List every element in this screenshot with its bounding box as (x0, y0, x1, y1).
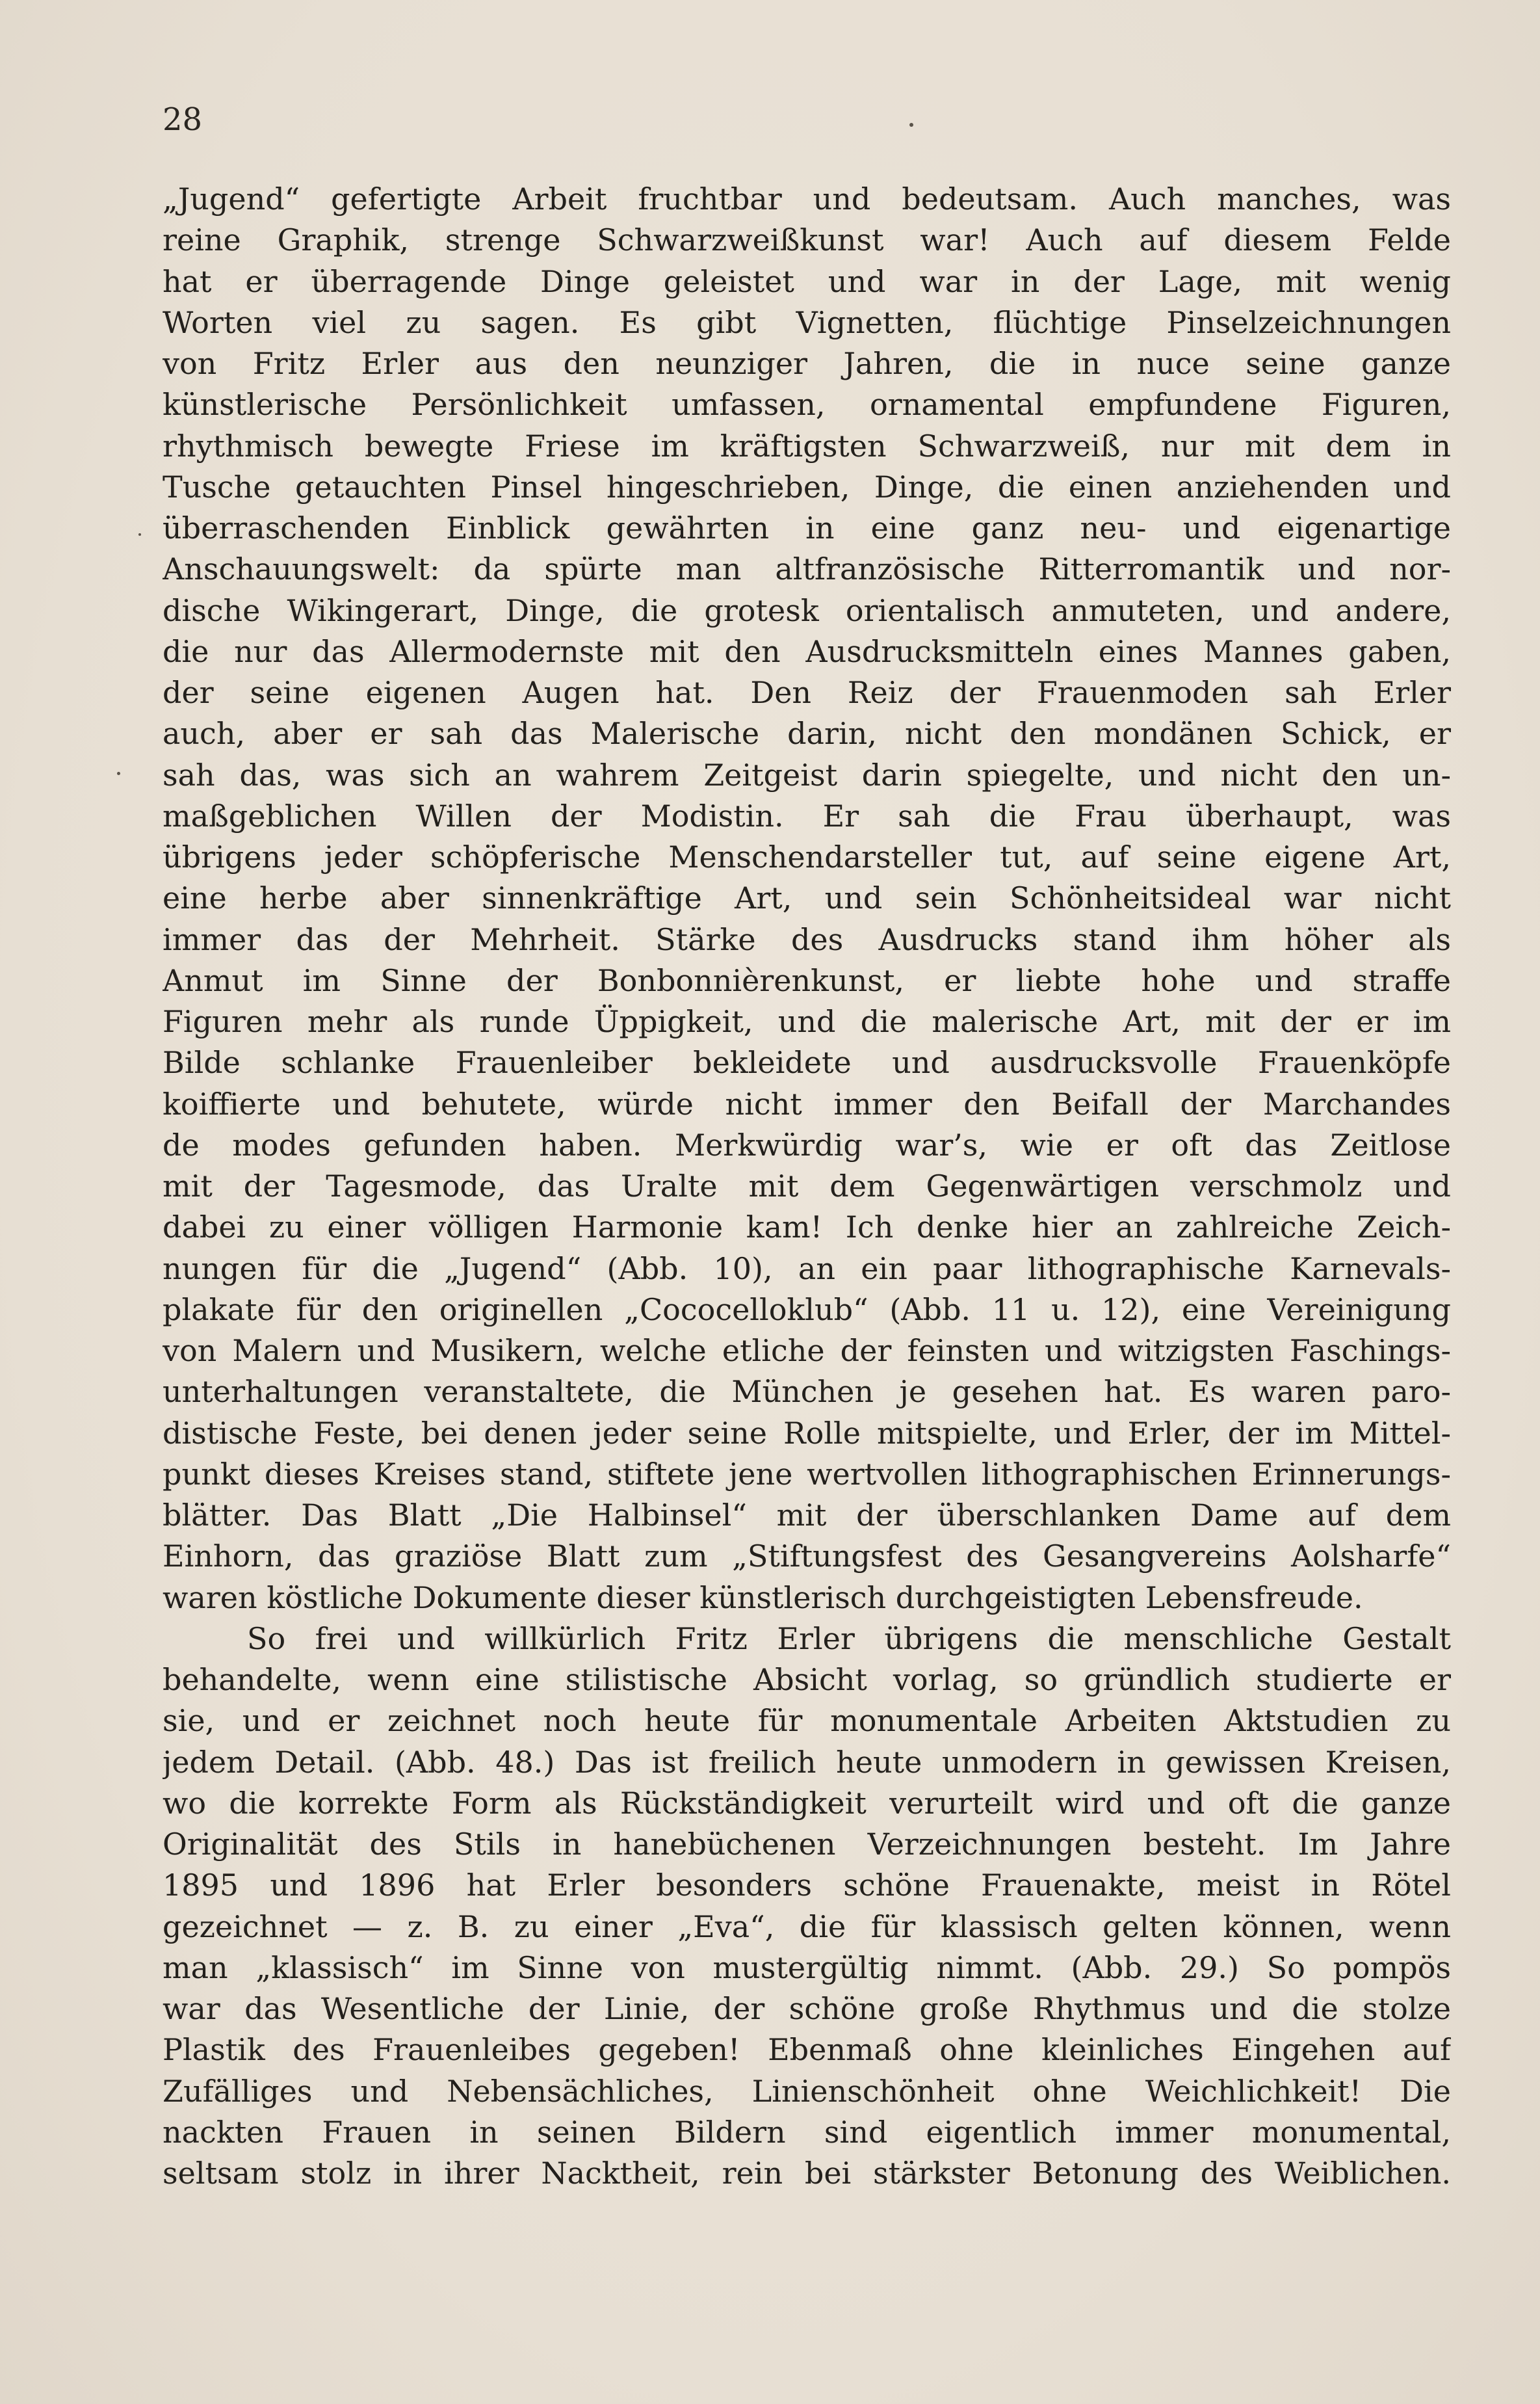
text-line: rhythmisch bewegte Friese im kräftigsten Schwarzweiß, nur mit dem in (163, 428, 1451, 464)
text-line: Einhorn, das graziöse Blatt zum „Stiftungsfest des Gesangvereins Aolsharfe“ (163, 1539, 1451, 1574)
text-line: koiffierte und behutete, würde nicht immer den Beifall der Marchandes (163, 1086, 1451, 1122)
page-number: 28 (163, 101, 203, 138)
text-line: punkt dieses Kreises stand, stiftete jene wertvollen lithographischen Erinnerungs- (163, 1456, 1451, 1492)
print-speck (909, 123, 913, 127)
text-line: unterhaltungen veranstaltete, die München je gesehen hat. Es waren paro- (163, 1374, 1451, 1410)
text-line: Bilde schlanke Frauenleiber bekleidete und ausdrucksvolle Frauenköpfe (163, 1045, 1451, 1081)
text-line: Anmut im Sinne der Bonbonnièrenkunst, er liebte hohe und straffe (163, 962, 1451, 998)
text-line: Anschauungswelt: da spürte man altfranzösische Ritterromantik und nor- (163, 551, 1451, 587)
text-line: Originalität des Stils in hanebüchenen Verzeichnungen besteht. Im Jahre (163, 1827, 1451, 1862)
text-line: übrigens jeder schöpferische Menschendarsteller tut, auf seine eigene Art, (163, 839, 1451, 875)
text-line: überraschenden Einblick gewährten in eine ganz neu- und eigenartige (163, 510, 1451, 546)
text-line: von Fritz Erler aus den neunziger Jahren, die in nuce seine ganze (163, 346, 1451, 381)
text-line: gezeichnet — z. B. zu einer „Eva“, die für klassisch gelten können, wenn (163, 1909, 1451, 1944)
text-line: jedem Detail. (Abb. 48.) Das ist freilich heute unmodern in gewissen Kreisen, (163, 1744, 1451, 1780)
text-line: wo die korrekte Form als Rückständigkeit verurteilt wird und oft die ganze (163, 1785, 1451, 1821)
text-line: reine Graphik, strenge Schwarzweißkunst war! Auch auf diesem Felde (163, 222, 1451, 258)
text-line: mit der Tagesmode, das Uralte mit dem Gegenwärtigen verschmolz und (163, 1169, 1451, 1204)
text-line: Plastik des Frauenleibes gegeben! Ebenmaß ohne kleinliches Eingehen auf (163, 2032, 1451, 2068)
paragraph (163, 1618, 1451, 2195)
text-line: war das Wesentliche der Linie, der schöne große Rhythmus und die stolze (163, 1991, 1451, 2026)
paragraph (163, 179, 1451, 1618)
text-line: dische Wikingerart, Dinge, die grotesk orientalisch anmuteten, und andere, (163, 592, 1451, 628)
text-line: nackten Frauen in seinen Bildern sind eigentlich immer monumental, (163, 2114, 1451, 2150)
text-line: plakate für den originellen „Cococelloklub“ (Abb. 11 u. 12), eine Vereinigung (163, 1291, 1451, 1327)
text-line: eine herbe aber sinnenkräftige Art, und sein Schönheitsideal war nicht (163, 880, 1451, 916)
text-line: auch, aber er sah das Malerische darin, nicht den mondänen Schick, er (163, 716, 1451, 752)
text-line: nungen für die „Jugend“ (Abb. 10), an ein paar lithographische Karnevals- (163, 1250, 1451, 1286)
text-line: die nur das Allermodernste mit den Ausdrucksmitteln eines Mannes gaben, (163, 633, 1451, 669)
text-line: hat er überragende Dinge geleistet und war in der Lage, mit wenig (163, 263, 1451, 299)
text-line: distische Feste, bei denen jeder seine Rolle mitspielte, und Erler, der im Mittel- (163, 1415, 1451, 1451)
text-line: sah das, was sich an wahrem Zeitgeist darin spiegelte, und nicht den un- (163, 757, 1451, 793)
text-line: maßgeblichen Willen der Modistin. Er sah die Frau überhaupt, was (163, 798, 1451, 834)
print-speck (138, 533, 141, 536)
text-line: seltsam stolz in ihrer Nacktheit, rein bei stärkster Betonung des Weiblichen. (163, 2156, 1451, 2191)
text-line: Worten viel zu sagen. Es gibt Vignetten, flüchtige Pinselzeichnungen (163, 304, 1451, 340)
text-line: Tusche getauchten Pinsel hingeschrieben, Dinge, die einen anziehenden und (163, 469, 1451, 505)
text-line: behandelte, wenn eine stilistische Absicht vorlag, so gründlich studierte er (163, 1662, 1451, 1697)
text-line: Figuren mehr als runde Üppigkeit, und die malerische Art, mit der er im (163, 1004, 1451, 1039)
text-line: immer das der Mehrheit. Stärke des Ausdrucks stand ihm höher als (163, 921, 1451, 957)
text-line: man „klassisch“ im Sinne von mustergültig nimmt. (Abb. 29.) So pompös (163, 1949, 1451, 1985)
print-speck (117, 772, 120, 775)
body-text (163, 179, 1451, 2194)
text-line: Zufälliges und Nebensächliches, Linienschönheit ohne Weichlichkeit! Die (163, 2073, 1451, 2109)
text-line: 1895 und 1896 hat Erler besonders schöne Frauenakte, meist in Rötel (163, 1868, 1451, 1903)
text-line: de modes gefunden haben. Merkwürdig war’s, wie er oft das Zeitlose (163, 1127, 1451, 1163)
text-line: blätter. Das Blatt „Die Halbinsel“ mit der überschlanken Dame auf dem (163, 1498, 1451, 1533)
text-line: So frei und willkürlich Fritz Erler übrigens die menschliche Gestalt (247, 1620, 1451, 1656)
text-line: dabei zu einer völligen Harmonie kam! Ich denke hier an zahlreiche Zeich- (163, 1209, 1451, 1245)
text-line: der seine eigenen Augen hat. Den Reiz der Frauenmoden sah Erler (163, 675, 1451, 710)
text-line: sie, und er zeichnet noch heute für monumentale Arbeiten Aktstudien zu (163, 1703, 1451, 1739)
text-line: „Jugend“ gefertigte Arbeit fruchtbar und bedeutsam. Auch manches, was (163, 181, 1451, 217)
text-line: von Malern und Musikern, welche etliche der feinsten und witzigsten Faschings- (163, 1333, 1451, 1368)
text-line: waren köstliche Dokumente dieser künstlerisch durchgeistigten Lebensfreude. (163, 1579, 1363, 1615)
text-line: künstlerische Persönlichkeit umfassen, ornamental empfundene Figuren, (163, 387, 1451, 423)
